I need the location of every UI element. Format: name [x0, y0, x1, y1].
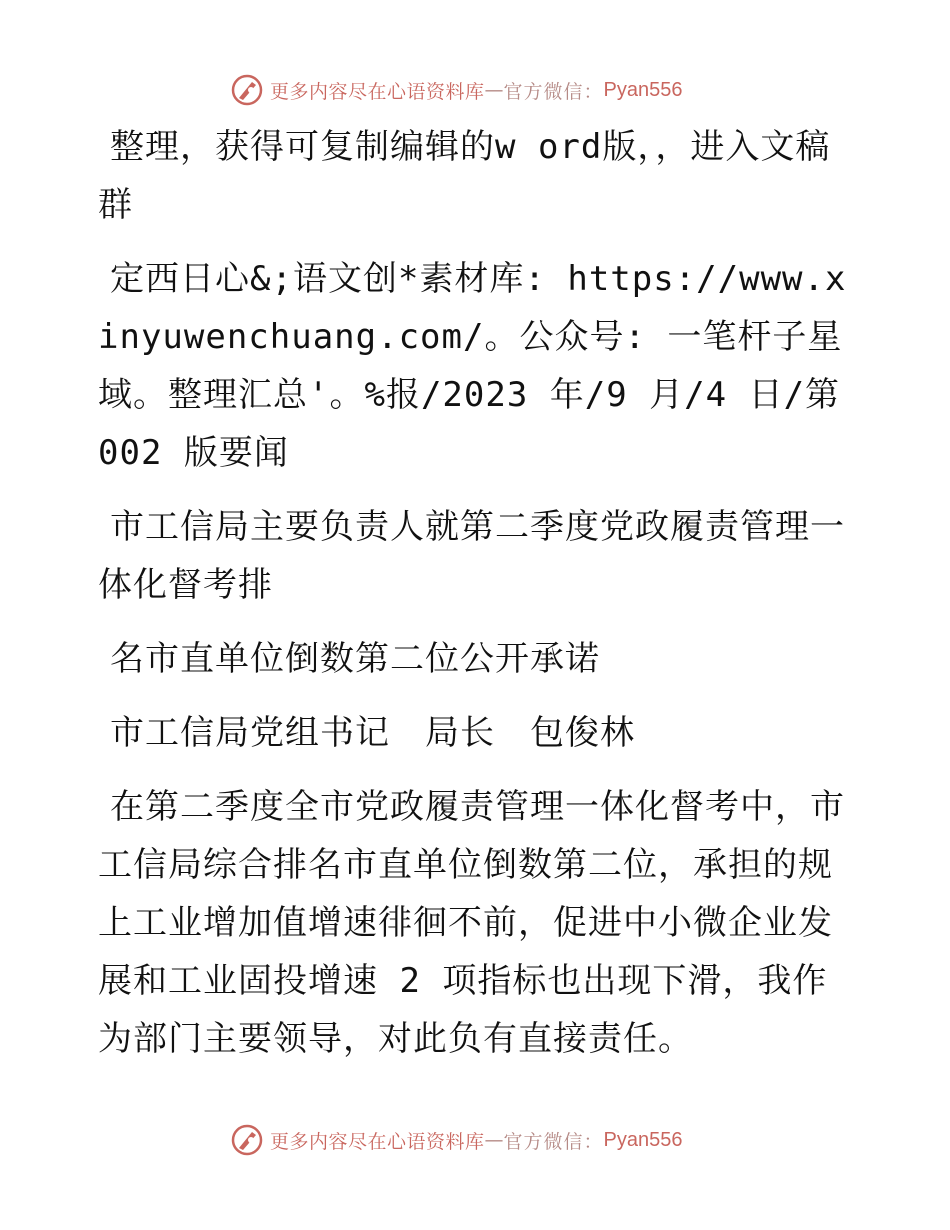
- pen-circle-icon: [230, 73, 264, 107]
- paragraph-source: 定西日心&;语文创*素材库: https://www.xinyuwenchuang.com/。公众号: 一笔杆子星域。整理汇总'。%报/2023 年/9 月/4 日/第 002 版要闻: [98, 259, 847, 473]
- watermark-label: 官方微信：: [503, 80, 604, 103]
- headline-line-1: 市工信局主要负责人就第二季度党政履责管理一体化督考排: [98, 507, 845, 605]
- document-body: [98, 118, 858, 1084]
- watermark-wechat-id: Pyan556: [603, 78, 683, 101]
- pen-circle-icon: [230, 1123, 264, 1157]
- paragraph-intro: 整理，获得可复制编辑的w ord版，，进入文稿群: [98, 127, 831, 225]
- paragraph-body: 在第二季度全市党政履责管理一体化督考中，市工信局综合排名市直单位倒数第二位，承担的规上工业增加值增速徘徊不前，促进中小微企业发展和工业固投增速 2 项指标也出现下滑，我作为部门主要领导，对此负有直接责任。: [98, 787, 845, 1059]
- byline: 市工信局党组书记 局长 包俊林: [110, 713, 635, 753]
- watermark-brand: 更多内容尽在心语资料库: [270, 80, 485, 103]
- watermark-separator: —: [484, 1129, 504, 1151]
- headline-line-2: 名市直单位倒数第二位公开承诺: [110, 639, 600, 679]
- watermark-brand: 更多内容尽在心语资料库: [270, 1130, 485, 1153]
- watermark-separator: —: [484, 79, 504, 101]
- watermark-label: 官方微信：: [503, 1130, 604, 1153]
- watermark-header: [230, 70, 683, 110]
- watermark-footer: [230, 1120, 683, 1160]
- watermark-wechat-id: Pyan556: [603, 1128, 683, 1151]
